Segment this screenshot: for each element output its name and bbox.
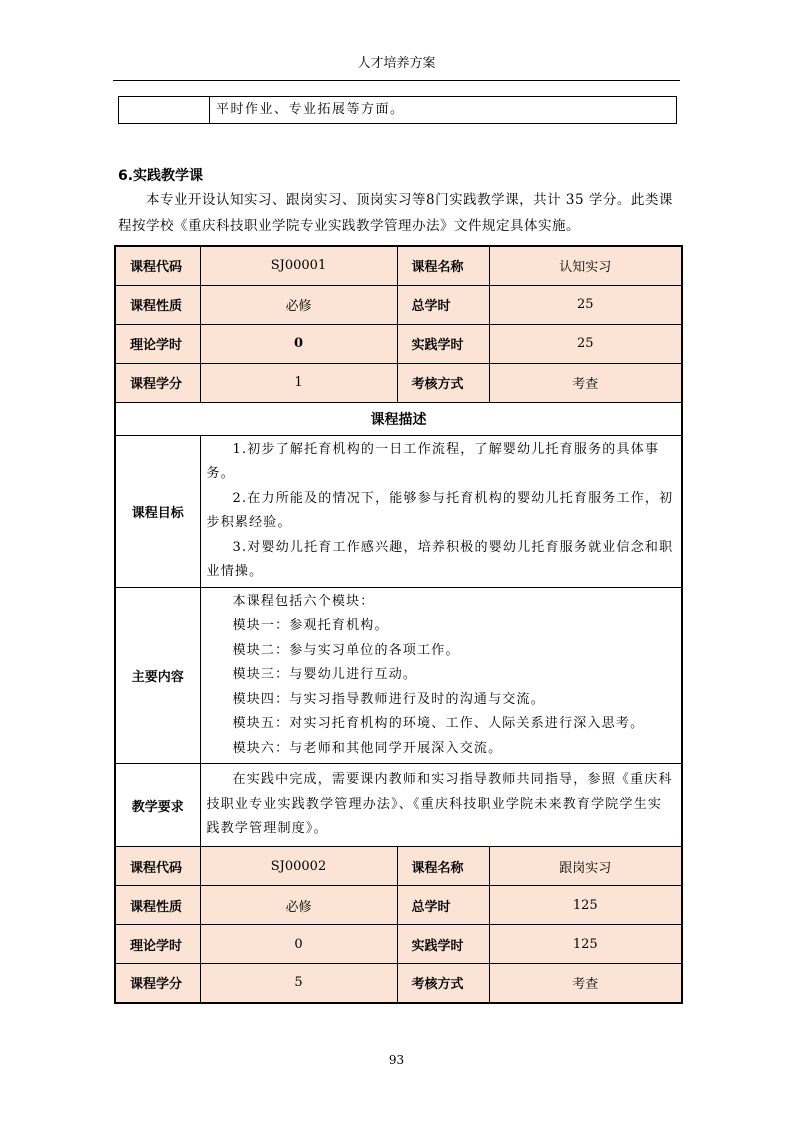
course-table: [114, 245, 683, 1004]
content-item: 模块六：与老师和其他同学开展深入交流。: [232, 740, 503, 756]
table-row: [115, 925, 682, 964]
table-row: [115, 285, 682, 324]
goal-item: 3.对婴幼儿托育工作感兴趣，培养积极的婴幼儿托育服务就业信念和职业情操。: [206, 539, 674, 579]
section-intro: 本专业开设认知实习、跟岗实习、顶岗实习等8门实践教学课，共计 35 学分。此类课程按学校《重庆科技职业学院专业实践教学管理办法》文件规定具体实施。: [118, 192, 673, 234]
page-header: 人才培养方案: [357, 56, 436, 71]
course1-nature: 必修: [200, 285, 397, 324]
course1-goals: [200, 435, 682, 587]
course1-content: [200, 587, 682, 764]
course2-name: 跟岗实习: [489, 847, 682, 886]
course2-credits: 5: [200, 964, 397, 1003]
goal-item: 2.在力所能及的情况下，能够参与托育机构的婴幼儿托育服务工作，初步积累经验。: [206, 490, 674, 530]
page-number: 93: [388, 1053, 405, 1067]
table-row: [115, 964, 682, 1003]
content-item: 模块一：参观托育机构。: [232, 618, 389, 633]
continuation-text: 平时作业、专业拓展等方面。: [216, 102, 405, 117]
label-credits: 课程学分: [115, 964, 200, 1003]
course2-code: SJ00002: [200, 847, 397, 886]
table-row: [115, 246, 682, 285]
table-row: [115, 435, 682, 587]
label-nature: 课程性质: [115, 886, 200, 925]
course2-total-hours: 125: [489, 886, 682, 925]
content-item: 本课程包括六个模块：: [232, 593, 375, 609]
section-title: 6.实践教学课: [118, 168, 204, 184]
table-row: [115, 764, 682, 847]
course1-code: SJ00001: [200, 246, 397, 285]
content-item: 模块四：与实习指导教师进行及时的沟通与交流。: [232, 691, 545, 707]
table-row: [115, 324, 682, 363]
description-heading: 课程描述: [115, 402, 682, 435]
course1-credits: 1: [200, 363, 397, 402]
table-row: [115, 886, 682, 925]
label-total-hours: 总学时: [397, 886, 489, 925]
continuation-label-cell: [119, 97, 210, 123]
course2-practice-hours: 125: [489, 925, 682, 964]
table-row: [115, 363, 682, 402]
course2-nature: 必修: [200, 886, 397, 925]
label-goals: 课程目标: [115, 435, 200, 587]
course2-assessment: 考查: [489, 964, 682, 1003]
course1-theory-hours: 0: [200, 324, 397, 363]
course1-requirements: [200, 764, 682, 847]
content-item: 模块五：对实习托育机构的环境、工作、人际关系进行深入思考。: [232, 716, 645, 731]
requirements-text: 在实践中完成，需要课内教师和实习指导教师共同指导，参照《重庆科技职业专业实践教学管理办法》、《重庆科技职业学院未来教育学院学生实践教学管理制度》。: [206, 772, 673, 837]
table-row: [115, 847, 682, 886]
label-nature: 课程性质: [115, 285, 200, 324]
label-total-hours: 总学时: [397, 285, 489, 324]
header-divider: [113, 80, 680, 81]
label-code: 课程代码: [115, 847, 200, 886]
table-row: [115, 402, 682, 435]
table-row: [115, 587, 682, 764]
label-credits: 课程学分: [115, 363, 200, 402]
course1-practice-hours: 25: [489, 324, 682, 363]
content-item: 模块二：参与实习单位的各项工作。: [232, 642, 460, 658]
label-practice-hours: 实践学时: [397, 925, 489, 964]
course2-theory-hours: 0: [200, 925, 397, 964]
course1-total-hours: 25: [489, 285, 682, 324]
label-theory-hours: 理论学时: [115, 925, 200, 964]
label-name: 课程名称: [397, 847, 489, 886]
continuation-table: [118, 96, 677, 124]
label-requirements: 教学要求: [115, 764, 200, 847]
label-theory-hours: 理论学时: [115, 324, 200, 363]
course1-assessment: 考查: [489, 363, 682, 402]
label-content: 主要内容: [115, 587, 200, 764]
label-name: 课程名称: [397, 246, 489, 285]
label-practice-hours: 实践学时: [397, 324, 489, 363]
content-item: 模块三：与婴幼儿进行互动。: [232, 667, 418, 682]
label-code: 课程代码: [115, 246, 200, 285]
course1-name: 认知实习: [489, 246, 682, 285]
label-assessment: 考核方式: [397, 363, 489, 402]
label-assessment: 考核方式: [397, 964, 489, 1003]
goal-item: 1.初步了解托育机构的一日工作流程，了解婴幼儿托育服务的具体事务。: [206, 441, 660, 481]
